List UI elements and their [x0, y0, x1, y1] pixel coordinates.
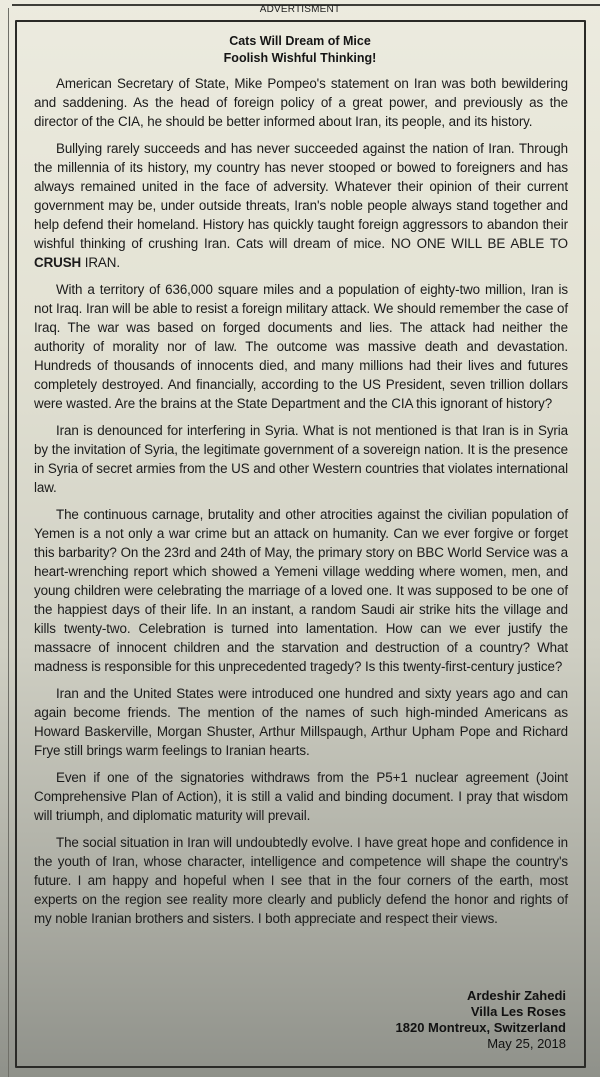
paragraph-2-tail-end: IRAN. — [81, 255, 120, 270]
paragraph-2-emphasis: CRUSH — [34, 255, 82, 270]
page-left-rule — [8, 8, 9, 1077]
ad-headline — [0, 33, 600, 67]
signature-date: May 25, 2018 — [487, 1036, 566, 1051]
paragraph-7: Even if one of the signatories withdraws from the P5+1 nuclear agreement (Joint Comprehensive Plan of Action), it is still a valid and binding document. I pray that wisdom will triumph, and diplomatic maturity will prevail. — [34, 770, 568, 823]
ad-headline-line2: Foolish Wishful Thinking! — [223, 51, 377, 65]
advertisement-label: ADVERTISMENT — [259, 4, 341, 15]
paragraph-2 — [34, 139, 568, 272]
paragraph-4: Iran is denounced for interfering in Syria. What is not mentioned is that Iran is in Syria by the invitation of Syria, the legitimate government of a sovereign nation. It is the presence in Syria of secret armies from the US and other Western countries that violates international law. — [34, 423, 568, 495]
signature-address-line1: Villa Les Roses — [470, 1004, 566, 1019]
paragraph-8: The social situation in Iran will undoubtedly evolve. I have great hope and confidence in the youth of Iran, whose character, intelligence and competence will shape the country's future. I am happy and hopeful when I see that in the four corners of the earth, most experts on the region see reality more clearly and publicly defend the honor and rights of my noble Iranian brothers and sisters. I both appreciate and respect their views. — [34, 835, 568, 926]
paragraph-2-tail: NO ONE WILL BE ABLE TO — [384, 236, 568, 251]
paragraph-5: The continuous carnage, brutality and other atrocities against the civilian population of Yemen is a not only a war crime but an attack on humanity. Can we ever forgive or forget this barbarity? On the 23rd and 24th of May, the primary story on BBC World Service was a heart-wrenching report which showed a Yemeni village wedding where women, men, and young children were celebrating the marriage of a loved one. It was supposed to be one of the happiest days of their life. In an instant, a random Saudi air strike hits the village and kills twenty-two. Celebration is turned into lamentation. How can we ever justify the massacre of innocent children and the starvation and destruction of a country? What madness is responsible for this unprecedented tragedy? Is this twenty-first-century justice? — [34, 507, 568, 674]
paragraph-1: American Secretary of State, Mike Pompeo's statement on Iran was both bewildering and saddening. As the head of foreign policy of a great power, and previously as the director of the CIA, he should be better informed about Iran, its people, and its history. — [34, 76, 568, 129]
signature-name: Ardeshir Zahedi — [467, 988, 566, 1003]
signature-block — [396, 988, 567, 1052]
ad-body — [34, 74, 568, 936]
paragraph-3: With a territory of 636,000 square miles and a population of eighty-two million, Iran is not Iraq. Iran will be able to resist a foreign military attack. We should remember the case of Iraq. The war was based on forged documents and lies. The attack had neither the authority of morality nor of law. The outcome was massive death and devastation. Hundreds of thousands of innocents died, and many millions had their lives and futures completely destroyed. And financially, according to the US President, seven trillion dollars were wasted. Are the brains at the State Department and the CIA this ignorant of history? — [34, 282, 568, 411]
ad-headline-line1: Cats Will Dream of Mice — [229, 34, 371, 48]
paragraph-2-text: Bullying rarely succeeds and has never succeeded against the nation of Iran. Through the millennia of its history, my country has never stooped or bowed to foreigners and has always remained united in the face of adversity. Whatever their opinion of their current government may be, under outside threats, Iran's noble people always stand together and help defend their homeland. History has quickly taught foreign aggressors to abandon their wishful thinking of crushing Iran. Cats will dream of mice. — [34, 141, 568, 251]
signature-address-line2: 1820 Montreux, Switzerland — [395, 1020, 566, 1035]
paragraph-6: Iran and the United States were introduced one hundred and sixty years ago and can again become friends. The mention of the names of such high-minded Americans as Howard Baskerville, Morgan Shuster, Arthur Millspaugh, Arthur Upham Pope and Richard Frye still brings warm feelings to Iranian hearts. — [34, 686, 568, 758]
